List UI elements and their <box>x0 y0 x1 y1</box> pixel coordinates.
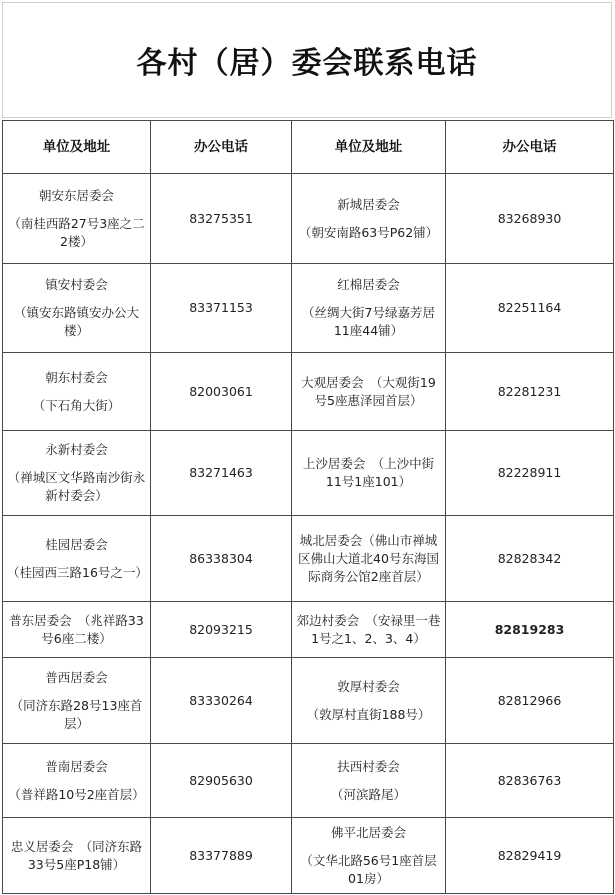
unit-name: 镇安村委会 <box>45 277 108 292</box>
phone-number: 82828342 <box>446 516 614 602</box>
phone-number: 82228911 <box>446 431 614 516</box>
phone-number: 82251164 <box>446 264 614 353</box>
unit-address: （南桂西路27号3座之二2楼） <box>8 215 145 249</box>
table-body <box>3 174 614 894</box>
table-row <box>3 431 614 516</box>
unit-cell <box>3 744 151 818</box>
unit-name: 新城居委会 <box>337 196 400 212</box>
unit-name: 朝东村委会 <box>45 369 108 385</box>
unit-cell <box>3 264 151 353</box>
unit-address: （禅城区文华路南沙街永新村委会） <box>7 470 146 503</box>
table-header-row <box>3 121 614 174</box>
unit-cell <box>3 602 151 658</box>
unit-address: （文华北路56号1座首层01房） <box>300 852 437 886</box>
unit-address: （河滨路尾） <box>330 786 406 802</box>
unit-cell <box>292 602 446 658</box>
header-unit-left: 单位及地址 <box>3 121 151 174</box>
title-box <box>2 2 612 118</box>
unit-address: （桂园西三路16号之一） <box>7 564 148 580</box>
unit-cell <box>3 431 151 516</box>
unit-name: 普东居委会 （兆祥路33号6座二楼） <box>9 612 144 646</box>
unit-name: 桂园居委会 <box>45 536 108 552</box>
unit-name: 城北居委会（佛山市禅城区佛山大道北40号东海国际商务公馆2座首层） <box>298 532 439 584</box>
unit-address: （敦厚村直街188号） <box>306 706 431 722</box>
unit-address: （镇安东路镇安办公大楼） <box>13 305 139 338</box>
table-row <box>3 818 614 894</box>
phone-number: 83377889 <box>151 818 292 894</box>
unit-cell <box>3 658 151 744</box>
unit-name: 上沙居委会 （上沙中街11号1座101） <box>302 456 435 489</box>
unit-cell <box>3 818 151 894</box>
header-unit-right: 单位及地址 <box>292 121 446 174</box>
phone-number: 82829419 <box>446 818 614 894</box>
phone-number: 83268930 <box>446 174 614 264</box>
unit-name: 普西居委会 <box>45 669 108 685</box>
page-title: 各村（居）委会联系电话 <box>136 46 478 81</box>
unit-address: （丝绸大街7号绿嘉芳居11座44铺） <box>302 305 435 338</box>
unit-name: 忠义居委会 （同济东路33号5座P18铺） <box>10 838 143 872</box>
phone-number: 82281231 <box>446 353 614 431</box>
unit-cell <box>292 744 446 818</box>
phone-number: 86338304 <box>151 516 292 602</box>
unit-name: 普南居委会 <box>45 758 108 774</box>
unit-address: （下石角大街） <box>32 397 121 413</box>
unit-address: （同济东路28号13座首层） <box>10 697 143 731</box>
unit-name: 朝安东居委会 <box>38 187 114 203</box>
unit-cell <box>292 431 446 516</box>
unit-cell <box>3 174 151 264</box>
phone-number: 83371153 <box>151 264 292 353</box>
unit-name: 永新村委会 <box>45 442 108 457</box>
unit-cell <box>292 174 446 264</box>
unit-cell <box>292 818 446 894</box>
table-row <box>3 744 614 818</box>
unit-name: 大观居委会 （大观街19号5座惠泽园首层） <box>301 374 436 408</box>
phone-number: 82836763 <box>446 744 614 818</box>
unit-cell <box>292 353 446 431</box>
unit-name: 红棉居委会 <box>337 277 400 292</box>
table-row <box>3 353 614 431</box>
unit-cell <box>3 516 151 602</box>
phone-number: 82812966 <box>446 658 614 744</box>
unit-name: 敦厚村委会 <box>337 678 400 694</box>
phone-number: 82003061 <box>151 353 292 431</box>
unit-name: 扶西村委会 <box>337 758 400 774</box>
phone-number: 83271463 <box>151 431 292 516</box>
unit-cell <box>292 658 446 744</box>
phone-number: 83330264 <box>151 658 292 744</box>
unit-address: （普祥路10号2座首层） <box>8 786 145 802</box>
unit-cell <box>292 264 446 353</box>
unit-name: 郊边村委会 （安禄里一巷1号之1、2、3、4） <box>296 612 441 646</box>
header-phone-right: 办公电话 <box>446 121 614 174</box>
unit-name: 佛平北居委会 <box>330 824 406 840</box>
table-row <box>3 602 614 658</box>
phone-number: 83275351 <box>151 174 292 264</box>
phone-number: 82905630 <box>151 744 292 818</box>
phone-number: 82093215 <box>151 602 292 658</box>
phone-number: 82819283 <box>446 602 614 658</box>
table-row <box>3 174 614 264</box>
contact-table <box>2 120 614 894</box>
table-row <box>3 264 614 353</box>
table-row <box>3 658 614 744</box>
unit-address: （朝安南路63号P62铺） <box>298 224 439 240</box>
unit-cell <box>3 353 151 431</box>
table-row <box>3 516 614 602</box>
unit-cell <box>292 516 446 602</box>
header-phone-left: 办公电话 <box>151 121 292 174</box>
